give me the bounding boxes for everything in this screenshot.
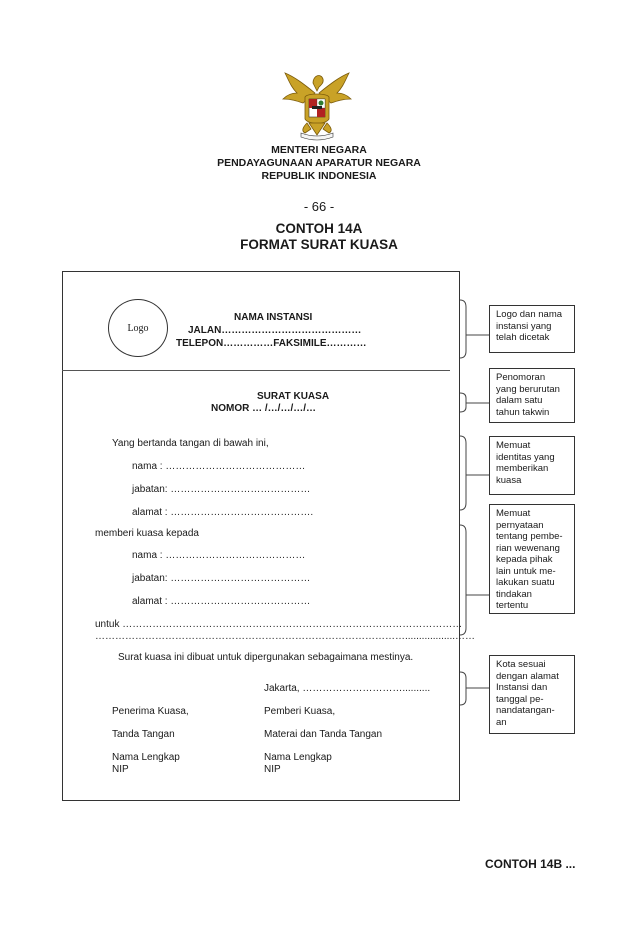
note-line: telah dicetak xyxy=(496,332,550,343)
giver-nip: NIP xyxy=(264,764,281,775)
note-line: dengan alamat xyxy=(496,670,559,682)
letterhead-divider xyxy=(62,370,450,371)
note-line: identitas yang xyxy=(496,451,555,463)
note-line: an xyxy=(496,716,507,728)
garuda-emblem-icon xyxy=(277,63,357,143)
format-title: FORMAT SURAT KUASA xyxy=(240,237,398,252)
note-line: tindakan xyxy=(496,588,532,600)
note-line: tanggal pe- xyxy=(496,693,544,705)
note-city-date xyxy=(489,655,575,734)
note-line: kuasa xyxy=(496,474,522,486)
note-line: yang berurutan xyxy=(496,383,560,395)
note-line: lain untuk me- xyxy=(496,565,556,577)
note-line: nandatangan- xyxy=(496,705,555,716)
note-line: tahun takwin xyxy=(496,406,550,418)
grantee-name-field: nama : …………………………………… xyxy=(132,550,306,561)
note-line: Memuat xyxy=(496,508,531,519)
grantee-address-field: alamat : …………………………………… xyxy=(132,596,311,607)
logo-label: Logo xyxy=(127,322,149,334)
note-line: memberikan xyxy=(496,463,549,474)
grantor-position-field: jabatan: …………………………………… xyxy=(132,484,311,495)
note-authority-statement xyxy=(489,504,575,614)
note-line: instansi yang xyxy=(496,320,552,332)
closing-statement: Surat kuasa ini dibuat untuk dipergunakan sebagaimana mestinya. xyxy=(118,652,414,663)
note-line: kepada pihak xyxy=(496,554,553,565)
place-date: Jakarta, ………………………….......... xyxy=(264,683,431,694)
purpose-line-2: …………………………………………………………………………………..................…… xyxy=(95,631,476,642)
page-number: - 66 - xyxy=(303,199,335,214)
grantor-name-field: nama : …………………………………… xyxy=(132,461,306,472)
purpose-line-1: untuk ………………………………………………………………………………………… xyxy=(95,619,463,630)
note-line: pernyataan xyxy=(496,519,544,531)
note-line: Instansi dan xyxy=(496,682,548,693)
grant-phrase: memberi kuasa kepada xyxy=(95,528,199,539)
note-grantor-identity xyxy=(489,436,575,495)
document-title: SURAT KUASA xyxy=(257,391,330,402)
grantor-address-field: alamat : ……………………………………. xyxy=(132,507,314,518)
institution-name: NAMA INSTANSI xyxy=(234,312,313,323)
ministry-line-1: MENTERI NEGARA xyxy=(271,144,367,156)
note-line: dalam satu xyxy=(496,395,543,406)
note-line: tentang pembe- xyxy=(496,531,563,542)
note-letterhead xyxy=(489,305,575,353)
institution-phone-fax: TELEPON……………FAKSIMILE………… xyxy=(176,338,367,349)
giver-label: Pemberi Kuasa, xyxy=(264,706,336,717)
grantee-position-field: jabatan: …………………………………… xyxy=(132,573,311,584)
note-line: Memuat xyxy=(496,440,531,451)
note-line: rian wewenang xyxy=(496,542,560,554)
example-title: CONTOH 14A xyxy=(275,221,363,236)
institution-address: JALAN…………………………………… xyxy=(188,325,362,336)
note-line: Logo dan nama xyxy=(496,309,563,320)
logo-placeholder xyxy=(108,299,168,357)
next-example-label: CONTOH 14B ... xyxy=(485,857,576,871)
document-number: NOMOR … /…/…/…/… xyxy=(211,403,316,414)
recipient-label: Penerima Kuasa, xyxy=(112,706,189,717)
note-line: tertentu xyxy=(496,600,529,611)
giver-full-name: Nama Lengkap xyxy=(264,752,332,763)
ministry-line-3: REPUBLIK INDONESIA xyxy=(261,170,377,182)
recipient-signature: Tanda Tangan xyxy=(112,729,175,740)
recipient-full-name: Nama Lengkap xyxy=(112,752,180,763)
note-line: Kota sesuai xyxy=(496,659,546,670)
note-line: Penomoran xyxy=(496,372,546,383)
intro-text: Yang bertanda tangan di bawah ini, xyxy=(112,438,269,449)
note-line: lakukan suatu xyxy=(496,577,555,588)
giver-signature: Materai dan Tanda Tangan xyxy=(264,729,383,740)
ministry-line-2: PENDAYAGUNAAN APARATUR NEGARA xyxy=(217,157,421,169)
recipient-nip: NIP xyxy=(112,764,129,775)
note-numbering xyxy=(489,368,575,423)
